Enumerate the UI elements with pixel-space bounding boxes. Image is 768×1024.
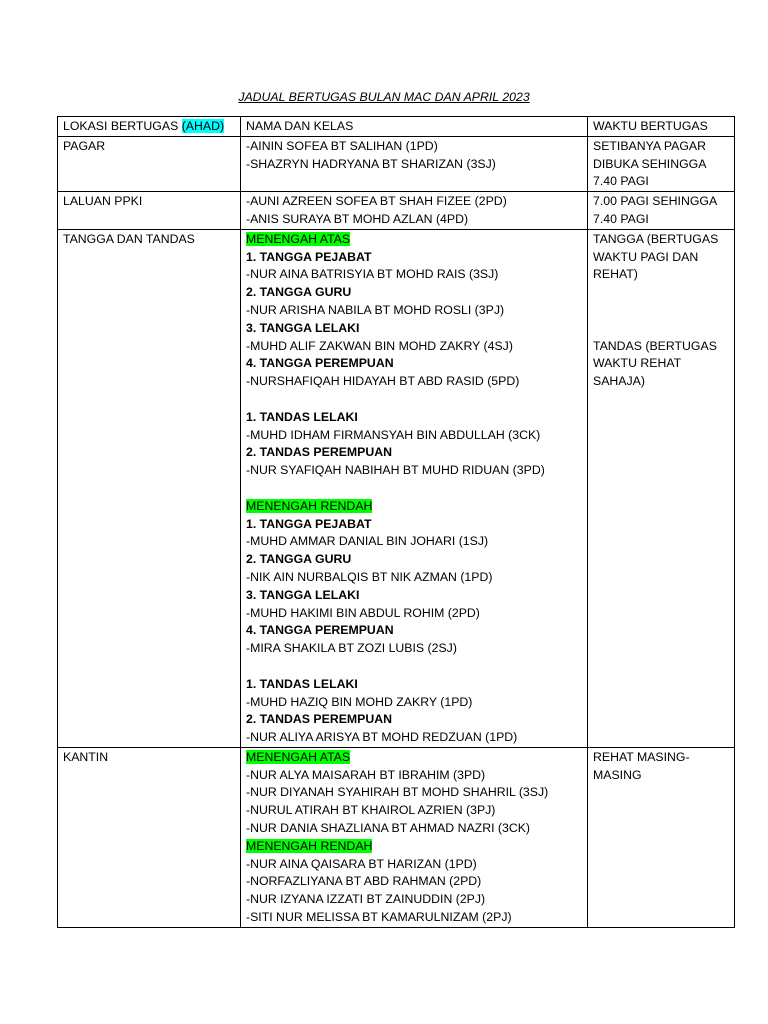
time-line: SETIBANYA PAGAR [593,138,706,153]
table-row-tangga [58,229,735,747]
subheading: 2. TANDAS PEREMPUAN [246,445,392,460]
subheading: 2. TANDAS PEREMPUAN [246,712,392,727]
table-row-ppki [58,192,735,230]
list-item: -NORFAZLIYANA BT ABD RAHMAN (2PD) [246,874,482,889]
subheading: 4. TANGGA PEREMPUAN [246,623,394,638]
header-location-day: (AHAD) [181,119,225,133]
header-time: WAKTU BERTUGAS [588,117,735,137]
time-line: SAHAJA) [593,374,645,389]
list-item: -NURSHAFIQAH HIDAYAH BT ABD RASID (5PD) [246,374,520,389]
location-pagar: PAGAR [58,136,241,191]
time-line: 7.40 PAGI [593,211,649,226]
header-location-label: LOKASI BERTUGAS [63,119,182,133]
time-kantin [588,747,735,927]
list-item: -NUR IZYANA IZZATI BT ZAINUDDIN (2PJ) [246,892,486,907]
table-header-row [58,117,735,137]
section-heading-atas: MENENGAH ATAS [246,749,351,764]
subheading: 3. TANGGA LELAKI [246,587,360,602]
location-ppki: LALUAN PPKI [58,192,241,230]
list-item: -NUR ALIYA ARISYA BT MOHD REDZUAN (1PD) [246,730,518,745]
time-line: REHAT) [593,267,638,282]
time-tangga [588,229,735,747]
list-item: -NUR SYAFIQAH NABIHAH BT MUHD RIDUAN (3PD) [246,463,545,478]
list-item: -NUR AINA QAISARA BT HARIZAN (1PD) [246,856,477,871]
time-line: TANGGA (BERTUGAS [593,231,719,246]
time-line: WAKTU REHAT [593,356,682,371]
list-item: -ANIS SURAYA BT MOHD AZLAN (4PD) [246,211,469,226]
time-ppki [588,192,735,230]
list-item: -MUHD ALIF ZAKWAN BIN MOHD ZAKRY (4SJ) [246,338,513,353]
header-location [58,117,241,137]
list-item: -MUHD HAKIMI BIN ABDUL ROHIM (2PD) [246,605,480,620]
list-item: -SITI NUR MELISSA BT KAMARULNIZAM (2PJ) [246,910,512,925]
subheading: 2. TANGGA GURU [246,285,352,300]
list-item: -NURUL ATIRAH BT KHAIROL AZRIEN (3PJ) [246,803,496,818]
list-item: -NUR DANIA SHAZLIANA BT AHMAD NAZRI (3CK) [246,821,531,836]
list-item: -MIRA SHAKILA BT ZOZI LUBIS (2SJ) [246,641,457,656]
list-item: -MUHD AMMAR DANIAL BIN JOHARI (1SJ) [246,534,489,549]
location-kantin: KANTIN [58,747,241,927]
time-line: DIBUKA SEHINGGA [593,156,707,171]
section-heading-atas: MENENGAH ATAS [246,231,351,246]
list-item: -AININ SOFEA BT SALIHAN (1PD) [246,138,438,153]
subheading: 1. TANDAS LELAKI [246,676,358,691]
list-item: -MUHD IDHAM FIRMANSYAH BIN ABDULLAH (3CK) [246,427,541,442]
time-line: REHAT MASING- [593,749,690,764]
time-line: MASING [593,767,642,782]
subheading: 1. TANGGA PEJABAT [246,516,372,531]
subheading: 2. TANGGA GURU [246,552,352,567]
names-kantin [241,747,588,927]
list-item: -SHAZRYN HADRYANA BT SHARIZAN (3SJ) [246,156,496,171]
names-ppki [241,192,588,230]
subheading: 1. TANDAS LELAKI [246,409,358,424]
time-line: WAKTU PAGI DAN [593,249,699,264]
section-heading-rendah: MENENGAH RENDAH [246,838,373,853]
list-item: -MUHD HAZIQ BIN MOHD ZAKRY (1PD) [246,694,473,709]
subheading: 4. TANGGA PEREMPUAN [246,356,394,371]
table-row-kantin [58,747,735,927]
section-heading-rendah: MENENGAH RENDAH [246,498,373,513]
list-item: -NUR ARISHA NABILA BT MOHD ROSLI (3PJ) [246,302,505,317]
list-item: -AUNI AZREEN SOFEA BT SHAH FIZEE (2PD) [246,194,507,209]
subheading: 1. TANGGA PEJABAT [246,249,372,264]
location-tangga: TANGGA DAN TANDAS [58,229,241,747]
time-line: TANDAS (BERTUGAS [593,338,717,353]
names-pagar [241,136,588,191]
list-item: -NUR ALYA MAISARAH BT IBRAHIM (3PD) [246,767,486,782]
time-line: 7.40 PAGI [593,174,649,189]
table-row-pagar [58,136,735,191]
duty-roster-table [57,116,735,928]
header-name: NAMA DAN KELAS [241,117,588,137]
document-title: JADUAL BERTUGAS BULAN MAC DAN APRIL 2023 [238,90,530,104]
subheading: 3. TANGGA LELAKI [246,320,360,335]
time-pagar [588,136,735,191]
time-line: 7.00 PAGI SEHINGGA [593,194,718,209]
names-tangga [241,229,588,747]
list-item: -NUR AINA BATRISYIA BT MOHD RAIS (3SJ) [246,267,499,282]
list-item: -NUR DIYANAH SYAHIRAH BT MOHD SHAHRIL (3SJ) [246,785,549,800]
list-item: -NIK AIN NURBALQIS BT NIK AZMAN (1PD) [246,569,493,584]
